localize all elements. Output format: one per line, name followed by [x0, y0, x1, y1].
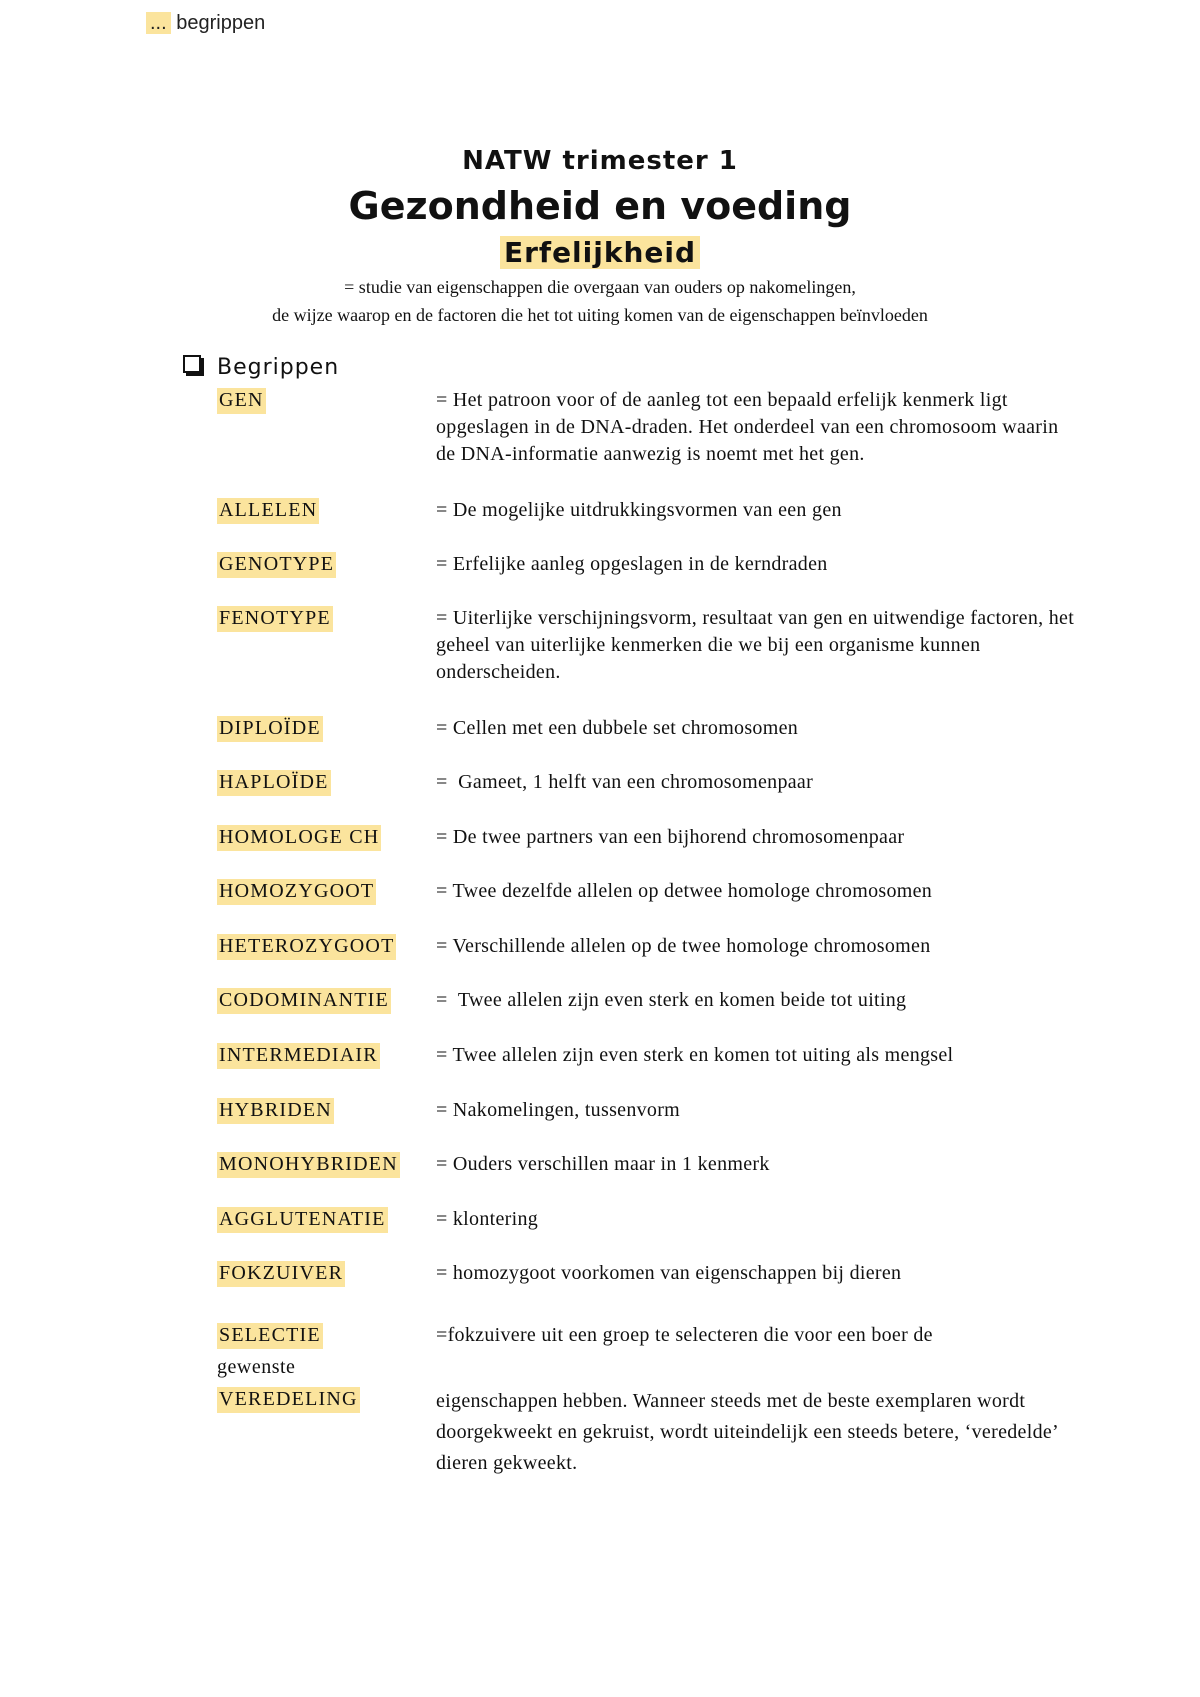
definition-homozygoot: = Twee dezelfde allelen op detwee homologe chromosomen [436, 880, 933, 902]
term-diploide: DIPLOÏDE [217, 716, 323, 742]
term-gen: GEN [217, 388, 266, 414]
definition-intermediair: = Twee allelen zijn even sterk en komen tot uiting als mengsel [436, 1044, 954, 1066]
definition-hybriden: = Nakomelingen, tussenvorm [436, 1099, 681, 1121]
page-title: Gezondheid en voeding [348, 184, 852, 228]
definition-homologe-ch: = De twee partners van een bijhorend chromosomenpaar [436, 826, 905, 848]
definition-heterozygoot: = Verschillende allelen op de twee homologe chromosomen [436, 935, 931, 957]
definition-fokzuiver: = homozygoot voorkomen van eigenschappen bij dieren [436, 1262, 902, 1284]
stray-word: gewenste [217, 1356, 296, 1378]
definition-allelen: = De mogelijke uitdrukkingsvormen van een gen [436, 499, 842, 521]
topic-definition-line-2: de wijze waarop en de factoren die het tot uiting komen van de eigenschappen beïnvloeden [272, 305, 928, 325]
definition-veredeling: eigenschappen hebben. Wanneer steeds met de beste exemplaren wordt doorgekweekt en gekruist, wordt uiteindelijk een steeds betere, ‘veredelde’ dieren gekweekt. [436, 1390, 1058, 1474]
definition-diploide: = Cellen met een dubbele set chromosomen [436, 717, 799, 739]
definition-agglutenatie: = klontering [436, 1208, 539, 1230]
header-dots: ... [146, 12, 171, 34]
definition-codominantie: = Twee allelen zijn even sterk en komen beide tot uiting [436, 989, 907, 1011]
definition-monohybriden: = Ouders verschillen maar in 1 kenmerk [436, 1153, 770, 1175]
term-homozygoot: HOMOZYGOOT [217, 879, 376, 905]
term-heterozygoot: HETEROZYGOOT [217, 934, 396, 960]
term-agglutenatie: AGGLUTENATIE [217, 1207, 388, 1233]
running-header [146, 12, 265, 35]
term-codominantie: CODOMINANTIE [217, 988, 391, 1014]
term-monohybriden: MONOHYBRIDEN [217, 1152, 400, 1178]
topic-title: Erfelijkheid [500, 236, 700, 269]
definition-genotype: = Erfelijke aanleg opgeslagen in de kerndraden [436, 553, 828, 575]
definition-fenotype: = Uiterlijke verschijningsvorm, resultaat van gen en uitwendige factoren, het geheel van uiterlijke kenmerken die we bij een organisme kunnen onderscheiden. [436, 607, 1075, 683]
term-hybriden: HYBRIDEN [217, 1098, 334, 1124]
topic-definition-line-1: = studie van eigenschappen die overgaan van ouders op nakomelingen, [344, 277, 856, 297]
definition-selectie: =fokzuivere uit een groep te selecteren die voor een boer de [436, 1324, 933, 1346]
term-selectie: SELECTIE [217, 1323, 323, 1349]
term-fenotype: FENOTYPE [217, 606, 333, 632]
section-heading [183, 355, 339, 380]
topic-heading [0, 236, 1200, 269]
term-haploide: HAPLOÏDE [217, 770, 331, 796]
term-fokzuiver: FOKZUIVER [217, 1261, 345, 1287]
checkbox-bullet-icon [183, 355, 201, 373]
term-homologe-ch: HOMOLOGE CH [217, 825, 381, 851]
course-title: NATW trimester 1 [462, 146, 738, 176]
header-label: begrippen [176, 12, 266, 34]
term-genotype: GENOTYPE [217, 552, 336, 578]
term-veredeling: VEREDELING [217, 1387, 360, 1413]
term-intermediair: INTERMEDIAIR [217, 1043, 380, 1069]
section-title: Begrippen [217, 355, 340, 380]
definition-gen: = Het patroon voor of de aanleg tot een bepaald erfelijk kenmerk ligt opgeslagen in de DNA-draden. Het onderdeel van een chromosoom waarin de DNA-informatie aanwezig is noemt met het gen. [436, 389, 1059, 465]
definition-haploide: = Gameet, 1 helft van een chromosomenpaar [436, 771, 814, 793]
term-allelen: ALLELEN [217, 498, 319, 524]
